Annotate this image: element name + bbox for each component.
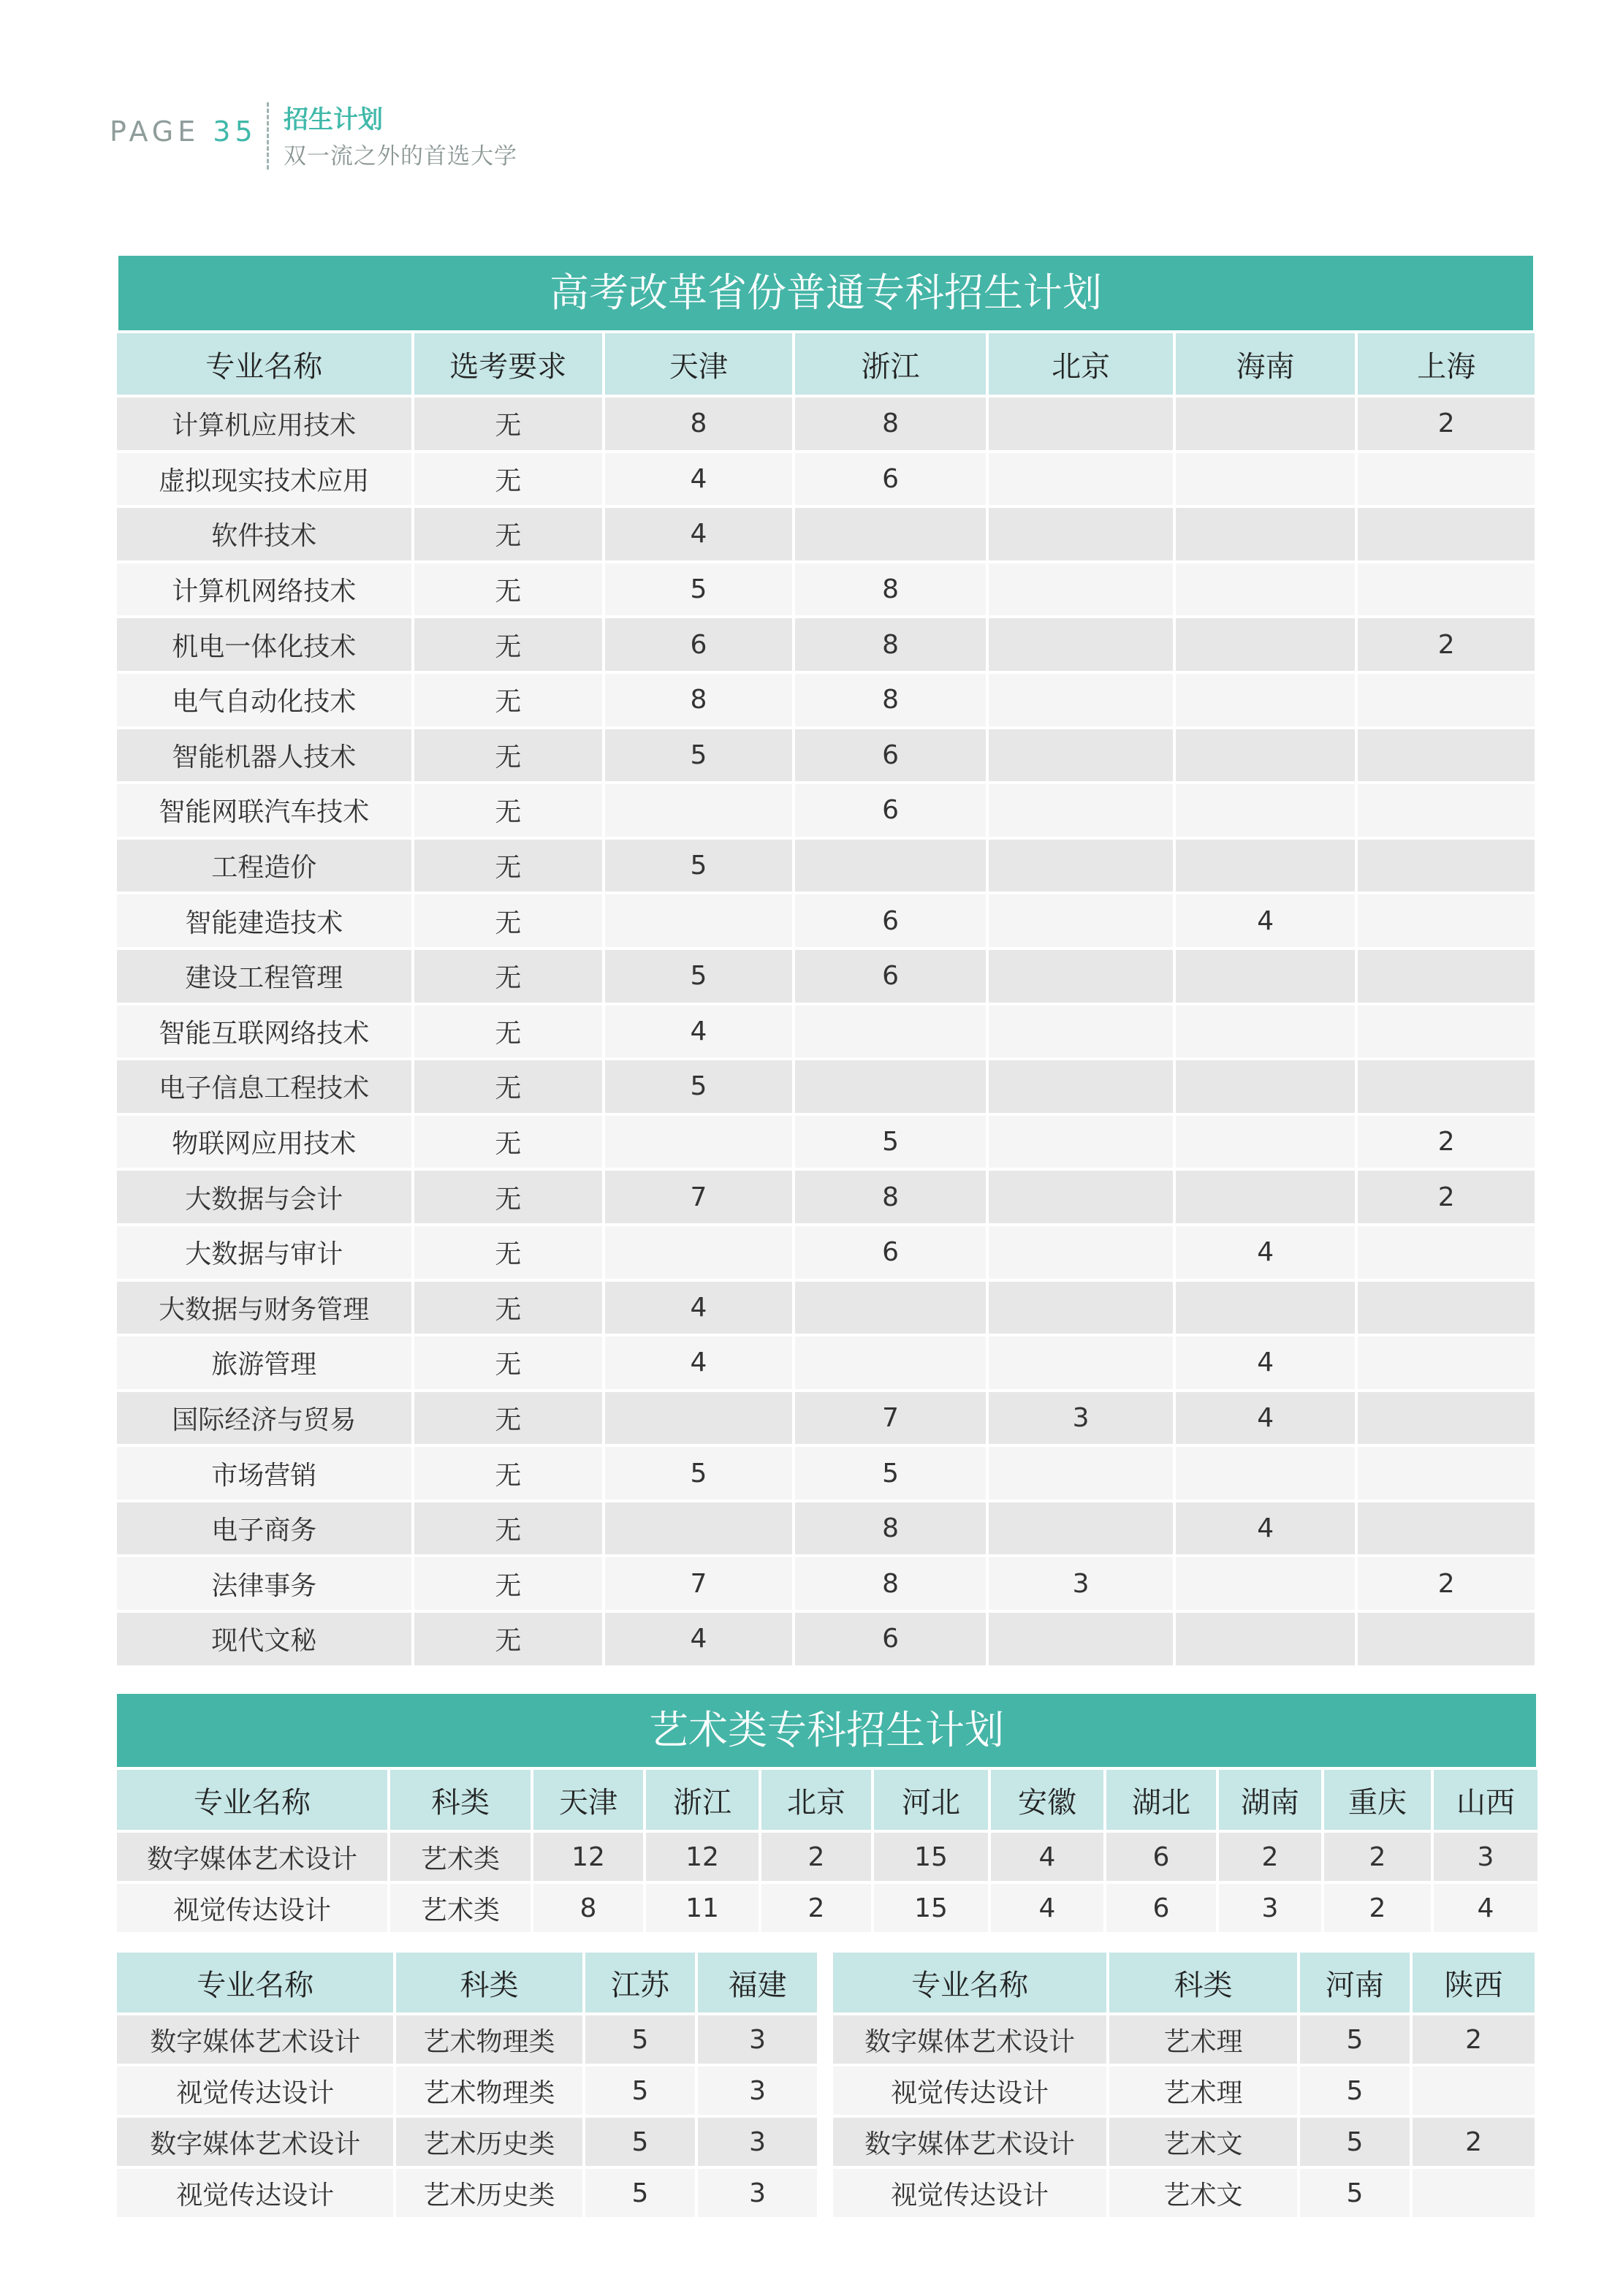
table-cell: 无	[414, 563, 603, 616]
table-cell	[1358, 840, 1535, 892]
table-cell: 7	[605, 1171, 792, 1223]
section-title: 招生计划	[284, 105, 383, 134]
table-cell	[1358, 453, 1535, 506]
table-cell: 11	[646, 1884, 759, 1932]
table-cell: 计算机应用技术	[117, 398, 411, 450]
table-cell: 无	[414, 894, 603, 947]
table-cell	[1176, 784, 1356, 837]
table-cell: 5	[605, 840, 792, 892]
table-cell: 无	[414, 508, 603, 560]
table2-header-cell: 北京	[761, 1770, 871, 1830]
table-cell: 无	[414, 1282, 603, 1334]
table-cell: 4	[1176, 1502, 1356, 1555]
table-cell	[989, 508, 1173, 560]
table-cell	[1176, 1557, 1356, 1610]
table-cell: 5	[1300, 2015, 1410, 2064]
table-cell	[989, 453, 1173, 506]
table-cell: 艺术类	[390, 1884, 531, 1932]
table-cell: 艺术文	[1109, 2169, 1296, 2217]
table-cell: 大数据与会计	[117, 1171, 411, 1223]
table1-header-cell: 北京	[989, 333, 1173, 395]
table-cell: 8	[795, 674, 987, 726]
table-cell: 8	[795, 1171, 987, 1223]
table-cell	[1176, 1282, 1356, 1334]
table-cell: 工程造价	[117, 840, 411, 892]
table-cell: 数字媒体艺术设计	[117, 2015, 393, 2064]
table-cell	[1176, 950, 1356, 1003]
table-cell: 5	[585, 2067, 696, 2115]
table-cell: 4	[1434, 1884, 1538, 1932]
table-cell: 数字媒体艺术设计	[833, 2015, 1106, 2064]
table-cell	[989, 784, 1173, 837]
table-cell: 视觉传达设计	[833, 2169, 1106, 2217]
table-cell: 2	[1358, 1171, 1535, 1223]
table-cell: 无	[414, 1502, 603, 1555]
table-cell	[1176, 398, 1356, 450]
table-cell	[989, 840, 1173, 892]
table-cell: 4	[605, 1613, 792, 1665]
table-cell: 艺术物理类	[396, 2015, 582, 2064]
table-cell	[1358, 563, 1535, 616]
table-row	[117, 2067, 817, 2115]
table-cell: 无	[414, 1226, 603, 1279]
table-cell: 2	[761, 1884, 871, 1932]
table-cell	[1176, 508, 1356, 560]
table-cell: 智能互联网络技术	[117, 1006, 411, 1058]
table-cell: 8	[795, 618, 987, 671]
table-cell	[989, 950, 1173, 1003]
header-row	[833, 1953, 1535, 2012]
table-cell: 2	[1324, 1833, 1431, 1881]
table4-header-cell: 专业名称	[833, 1953, 1106, 2012]
table-cell: 8	[795, 398, 987, 450]
table-cell: 2	[761, 1833, 871, 1881]
table-cell: 2	[1358, 398, 1535, 450]
table-cell: 无	[414, 1006, 603, 1058]
table-cell: 3	[1219, 1884, 1321, 1932]
table-cell	[1358, 508, 1535, 560]
table-row	[833, 2169, 1535, 2217]
table-cell	[605, 1116, 792, 1168]
table-cell: 3	[989, 1557, 1173, 1610]
table-cell: 艺术历史类	[396, 2118, 582, 2166]
table-cell: 数字媒体艺术设计	[117, 2118, 393, 2166]
art-enrollment-table-henan-shaanxi	[830, 1950, 1538, 2220]
table3-header-cell: 科类	[396, 1953, 582, 2012]
table-cell	[989, 1447, 1173, 1499]
table-row	[117, 1392, 1535, 1445]
table-cell: 5	[605, 1060, 792, 1113]
table-cell: 6	[795, 1613, 987, 1665]
table-cell: 计算机网络技术	[117, 563, 411, 616]
table-row	[117, 1282, 1535, 1334]
table-cell: 电气自动化技术	[117, 674, 411, 726]
table-cell	[1358, 894, 1535, 947]
table-cell: 5	[605, 1447, 792, 1499]
table-cell: 法律事务	[117, 1557, 411, 1610]
table-cell: 5	[1300, 2169, 1410, 2217]
page-number: 35	[213, 115, 257, 148]
table-cell: 无	[414, 1392, 603, 1445]
table-row	[117, 1447, 1535, 1499]
table-cell: 电子信息工程技术	[117, 1060, 411, 1113]
table-cell	[989, 563, 1173, 616]
table-cell: 现代文秘	[117, 1613, 411, 1665]
table-row	[117, 1502, 1535, 1555]
table-cell: 艺术历史类	[396, 2169, 582, 2217]
table-cell: 4	[1176, 1226, 1356, 1279]
table-cell: 无	[414, 840, 603, 892]
page-label-text: PAGE	[110, 115, 200, 148]
table-cell: 市场营销	[117, 1447, 411, 1499]
table-cell: 无	[414, 398, 603, 450]
table-cell	[795, 1060, 987, 1113]
header-row	[117, 1770, 1538, 1830]
table-cell	[605, 894, 792, 947]
header-row	[117, 333, 1535, 395]
table-cell: 智能机器人技术	[117, 729, 411, 782]
table-cell	[989, 398, 1173, 450]
table-cell	[1358, 1006, 1535, 1058]
table-cell: 5	[795, 1447, 987, 1499]
table-row	[117, 398, 1535, 450]
header-row	[117, 1953, 817, 2012]
table-cell: 12	[646, 1833, 759, 1881]
table-row	[117, 563, 1535, 616]
table-cell: 视觉传达设计	[833, 2067, 1106, 2115]
table4-header-cell: 科类	[1109, 1953, 1296, 2012]
table-cell: 3	[698, 2067, 817, 2115]
table-cell	[989, 618, 1173, 671]
table-cell: 8	[605, 398, 792, 450]
table-row	[117, 1557, 1535, 1610]
table-cell	[1358, 1613, 1535, 1665]
table-cell: 3	[698, 2015, 817, 2064]
table-cell: 无	[414, 729, 603, 782]
table-cell: 4	[1176, 1392, 1356, 1445]
table2-header-cell: 湖北	[1106, 1770, 1216, 1830]
table1-title: 高考改革省份普通专科招生计划	[118, 256, 1533, 330]
table-cell	[1176, 1060, 1356, 1113]
table-cell: 无	[414, 1116, 603, 1168]
table-cell	[1413, 2067, 1535, 2115]
general-enrollment-table	[114, 330, 1538, 1668]
table-cell: 6	[795, 729, 987, 782]
table-cell: 电子商务	[117, 1502, 411, 1555]
table-cell: 国际经济与贸易	[117, 1392, 411, 1445]
table-cell: 6	[1106, 1884, 1216, 1932]
table-cell: 无	[414, 453, 603, 506]
table-cell: 大数据与审计	[117, 1226, 411, 1279]
table-cell: 建设工程管理	[117, 950, 411, 1003]
table-row	[117, 2118, 817, 2166]
table-cell: 5	[585, 2118, 696, 2166]
table4-header-cell: 陕西	[1413, 1953, 1535, 2012]
table-row	[117, 618, 1535, 671]
table-cell: 3	[698, 2118, 817, 2166]
table-cell: 4	[605, 508, 792, 560]
table-cell	[989, 1060, 1173, 1113]
table-cell	[1358, 1060, 1535, 1113]
table-cell	[1358, 1337, 1535, 1389]
table-cell: 3	[1434, 1833, 1538, 1881]
table-row	[117, 1006, 1535, 1058]
table-cell: 数字媒体艺术设计	[117, 1833, 387, 1881]
header-divider	[267, 102, 269, 170]
table-cell: 5	[1300, 2118, 1410, 2166]
table-cell: 无	[414, 1613, 603, 1665]
table-cell	[1176, 840, 1356, 892]
table-cell: 3	[698, 2169, 817, 2217]
table-cell	[989, 1502, 1173, 1555]
table-cell	[1358, 950, 1535, 1003]
table-cell	[1413, 2169, 1535, 2217]
table-cell	[605, 1392, 792, 1445]
table-cell	[989, 1282, 1173, 1334]
table-cell	[1176, 674, 1356, 726]
table-cell: 视觉传达设计	[117, 1884, 387, 1932]
table2-title: 艺术类专科招生计划	[117, 1694, 1536, 1767]
table-row	[117, 1613, 1535, 1665]
table2-header-cell: 安徽	[991, 1770, 1103, 1830]
table-row	[117, 2015, 817, 2064]
table-row	[117, 950, 1535, 1003]
table-row	[833, 2067, 1535, 2115]
table-cell	[605, 784, 792, 837]
table-cell: 2	[1324, 1884, 1431, 1932]
art-enrollment-table	[114, 1767, 1540, 1935]
table1-header-cell: 上海	[1358, 333, 1535, 395]
table-cell: 6	[795, 784, 987, 837]
table-cell	[1176, 1116, 1356, 1168]
table-cell: 7	[605, 1557, 792, 1610]
table-cell: 无	[414, 1557, 603, 1610]
table-cell: 无	[414, 950, 603, 1003]
table-cell: 艺术理	[1109, 2067, 1296, 2115]
table-cell	[1358, 1447, 1535, 1499]
table3-header-cell: 福建	[698, 1953, 817, 2012]
table-cell: 智能网联汽车技术	[117, 784, 411, 837]
table-row	[117, 784, 1535, 837]
page-label	[110, 115, 257, 148]
table-row	[117, 2169, 817, 2217]
table-cell: 8	[795, 1502, 987, 1555]
table-cell	[605, 1502, 792, 1555]
table-cell: 6	[795, 453, 987, 506]
table-cell: 8	[795, 1557, 987, 1610]
table2-header-cell: 天津	[533, 1770, 643, 1830]
table-cell: 4	[605, 1006, 792, 1058]
table-cell	[1176, 1447, 1356, 1499]
table-cell	[795, 1282, 987, 1334]
table-row	[117, 1833, 1538, 1881]
table-cell	[989, 1337, 1173, 1389]
table-cell: 12	[533, 1833, 643, 1881]
table-cell: 2	[1413, 2015, 1535, 2064]
table-row	[117, 1884, 1538, 1932]
table-cell: 无	[414, 674, 603, 726]
table-cell: 机电一体化技术	[117, 618, 411, 671]
table1-header-cell: 浙江	[795, 333, 987, 395]
table-cell: 视觉传达设计	[117, 2067, 393, 2115]
table-cell: 虚拟现实技术应用	[117, 453, 411, 506]
table3-header-cell: 专业名称	[117, 1953, 393, 2012]
table-cell: 大数据与财务管理	[117, 1282, 411, 1334]
table-cell: 15	[874, 1833, 988, 1881]
table2-header-cell: 浙江	[646, 1770, 759, 1830]
table-cell: 6	[795, 894, 987, 947]
table2-header-cell: 河北	[874, 1770, 988, 1830]
table-cell	[1176, 1613, 1356, 1665]
table-cell	[989, 1171, 1173, 1223]
table-cell: 2	[1358, 1116, 1535, 1168]
table-row	[117, 674, 1535, 726]
table-cell: 视觉传达设计	[117, 2169, 393, 2217]
table-cell: 4	[991, 1884, 1103, 1932]
table-cell	[605, 1226, 792, 1279]
table-cell	[1176, 563, 1356, 616]
table-cell: 7	[795, 1392, 987, 1445]
table-cell: 4	[991, 1833, 1103, 1881]
table-cell	[1358, 729, 1535, 782]
table-cell: 2	[1413, 2118, 1535, 2166]
table-cell: 2	[1358, 1557, 1535, 1610]
table-row	[117, 1337, 1535, 1389]
table-cell: 智能建造技术	[117, 894, 411, 947]
table-cell	[989, 894, 1173, 947]
table-cell: 6	[795, 1226, 987, 1279]
table-cell	[1176, 1006, 1356, 1058]
table-cell: 4	[605, 1282, 792, 1334]
table-cell	[989, 1613, 1173, 1665]
table-cell	[795, 508, 987, 560]
table-row	[117, 1060, 1535, 1113]
table2-header-cell: 重庆	[1324, 1770, 1431, 1830]
table-cell	[1358, 1282, 1535, 1334]
table-cell: 物联网应用技术	[117, 1116, 411, 1168]
table-cell	[989, 729, 1173, 782]
table-cell	[1358, 784, 1535, 837]
table-cell: 5	[605, 563, 792, 616]
table-cell: 5	[605, 950, 792, 1003]
table2-header-cell: 科类	[390, 1770, 531, 1830]
table-cell: 4	[605, 1337, 792, 1389]
table1-header-cell: 选考要求	[414, 333, 603, 395]
table-row	[117, 1171, 1535, 1223]
table1-header-cell: 专业名称	[117, 333, 411, 395]
table-cell	[1176, 1171, 1356, 1223]
table-cell	[795, 1337, 987, 1389]
table-cell: 3	[989, 1392, 1173, 1445]
table2-header-cell: 湖南	[1219, 1770, 1321, 1830]
table-cell: 艺术文	[1109, 2118, 1296, 2166]
table-cell: 数字媒体艺术设计	[833, 2118, 1106, 2166]
table-cell: 艺术物理类	[396, 2067, 582, 2115]
table-row	[117, 1116, 1535, 1168]
table-cell: 无	[414, 784, 603, 837]
table-cell: 无	[414, 1337, 603, 1389]
table2-header-cell: 山西	[1434, 1770, 1538, 1830]
table-cell: 5	[585, 2169, 696, 2217]
table-cell: 5	[585, 2015, 696, 2064]
table-cell: 2	[1219, 1833, 1321, 1881]
table1-header-cell: 天津	[605, 333, 792, 395]
table-cell: 8	[795, 563, 987, 616]
table-cell: 8	[605, 674, 792, 726]
section-subtitle: 双一流之外的首选大学	[284, 143, 517, 170]
table-cell	[1358, 674, 1535, 726]
table-cell	[1176, 618, 1356, 671]
table-cell	[795, 840, 987, 892]
table-cell: 5	[795, 1116, 987, 1168]
table-row	[833, 2015, 1535, 2064]
table-cell	[989, 1116, 1173, 1168]
table-row	[117, 453, 1535, 506]
table-row	[117, 729, 1535, 782]
table-cell	[795, 1006, 987, 1058]
table-cell: 无	[414, 1060, 603, 1113]
table-cell	[1176, 453, 1356, 506]
table-cell: 8	[533, 1884, 643, 1932]
table-cell: 6	[1106, 1833, 1216, 1881]
table-row	[117, 1226, 1535, 1279]
table4-header-cell: 河南	[1300, 1953, 1410, 2012]
table-cell: 无	[414, 1447, 603, 1499]
table-cell: 无	[414, 618, 603, 671]
table2-header-cell: 专业名称	[117, 1770, 387, 1830]
table-cell: 4	[1176, 894, 1356, 947]
table-cell: 无	[414, 1171, 603, 1223]
table1-header-cell: 海南	[1176, 333, 1356, 395]
table-cell: 4	[605, 453, 792, 506]
table-cell: 2	[1358, 618, 1535, 671]
table-cell: 旅游管理	[117, 1337, 411, 1389]
table-row	[117, 840, 1535, 892]
table-cell: 4	[1176, 1337, 1356, 1389]
table-cell: 5	[1300, 2067, 1410, 2115]
table-cell: 软件技术	[117, 508, 411, 560]
table-cell: 5	[605, 729, 792, 782]
table-row	[117, 894, 1535, 947]
table-cell: 15	[874, 1884, 988, 1932]
table-row	[117, 508, 1535, 560]
table3-header-cell: 江苏	[585, 1953, 696, 2012]
table-cell: 艺术类	[390, 1833, 531, 1881]
table-cell	[1358, 1392, 1535, 1445]
table-cell: 艺术理	[1109, 2015, 1296, 2064]
table-cell	[989, 1226, 1173, 1279]
table-cell: 6	[795, 950, 987, 1003]
table-cell	[989, 674, 1173, 726]
table-row	[833, 2118, 1535, 2166]
table-cell	[1176, 729, 1356, 782]
table-cell	[1358, 1502, 1535, 1555]
table-cell: 6	[605, 618, 792, 671]
art-enrollment-table-jiangsu-fujian	[114, 1950, 820, 2220]
table-cell	[989, 1006, 1173, 1058]
table-cell	[1358, 1226, 1535, 1279]
